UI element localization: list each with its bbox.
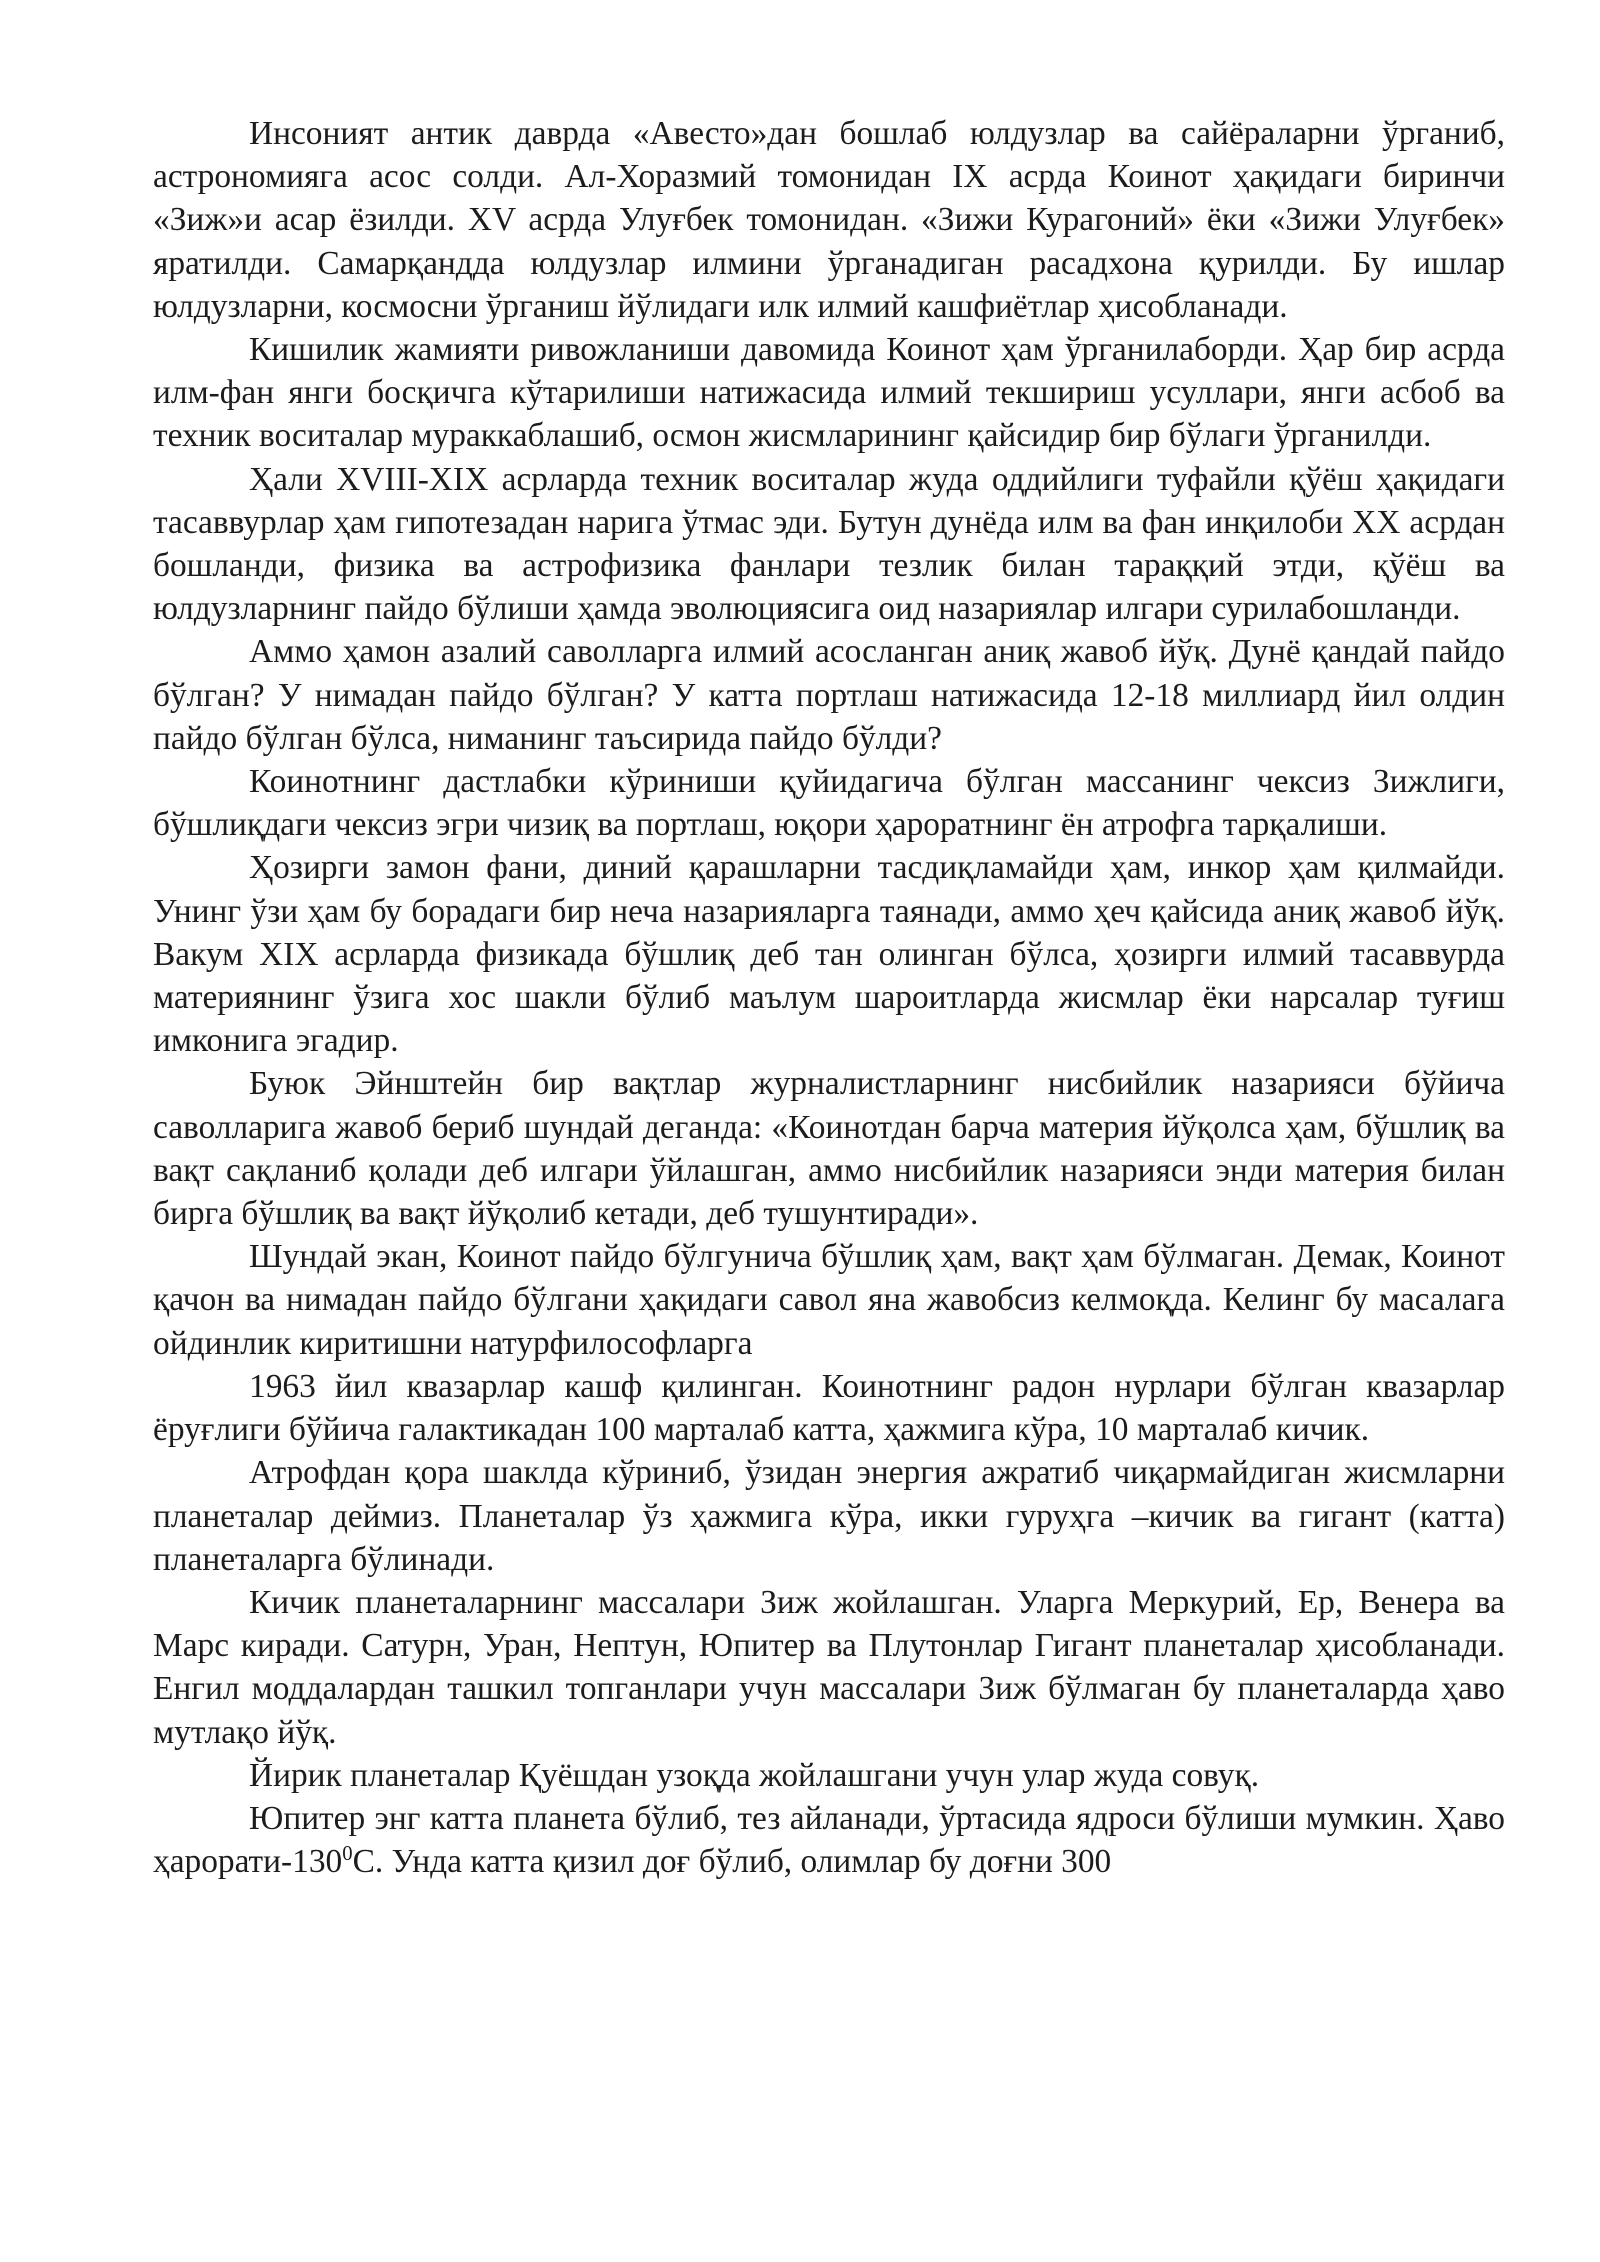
paragraph-1: Инсоният антик даврда «Авесто»дан бошлаб юлдузлар ва сайёраларни ўрганиб, астрономияга асос солди. Ал-Хоразмий томонидан IX асрда Коинот ҳақидаги биринчи «Зиж»и асар ёзилди. XV асрда Улуғбек томонидан. «Зижи Курагоний» ёки «Зижи Улуғбек» яратилди. Самарқандда юлдузлар илмини ўрганадиган расадхона қурилди. Бу ишлар юлдузларни, космосни ўрганиш йўлидаги илк илмий кашфиётлар ҳисобланади. xyxy=(153,115,1505,325)
paragraph-4: Аммо ҳамон азалий саволларга илмий асосланган аниқ жавоб йўқ. Дунё қандай пайдо бўлган? У нимадан пайдо бўлган? У катта портлаш натижасида 12-18 миллиард йил олдин пайдо бўлган бўлса, ниманинг таъсирида пайдо бўлди? xyxy=(153,633,1505,757)
paragraph-9: 1963 йил квазарлар кашф қилинган. Коинотнинг радон нурлари бўлган квазарлар ёруғлиги бўйича галактикадан 100 марталаб катта, ҳажмига кўра, 10 марталаб кичик. xyxy=(153,1367,1505,1449)
document-page xyxy=(153,112,1505,1883)
paragraph-10: Атрофдан қора шаклда кўриниб, ўзидан энергия ажратиб чиқармайдиган жисмларни планеталар деймиз. Планеталар ўз ҳажмига кўра, икки гуруҳга –кичик ва гигант (катта) планеталарга бўлинади. xyxy=(153,1454,1505,1578)
paragraph-3: Ҳали XVIII-XIX асрларда техник воситалар жуда оддийлиги туфайли қўёш ҳақидаги тасаввурлар ҳам гипотезадан нарига ўтмас эди. Бутун дунёда илм ва фан инқилоби XX асрдан бошланди, физика ва астрофизика фанлари тезлик билан тараққий этди, қўёш ва юлдузларнинг пайдо бўлиши ҳамда эволюциясига оид назариялар илгари сурилабошланди. xyxy=(153,460,1505,628)
paragraph-12: Йирик планеталар Қуёшдан узоқда жойлашгани учун улар жуда совуқ. xyxy=(249,1756,1260,1794)
paragraph-5: Коинотнинг дастлабки кўриниши қуйидагича бўлган массанинг чексиз Зижлиги, бўшлиқдаги чексиз эгри чизиқ ва портлаш, юқори ҳароратнинг ён атрофга тарқалиши. xyxy=(153,763,1505,844)
paragraph-8: Шундай экан, Коинот пайдо бўлгунича бўшлиқ ҳам, вақт ҳам бўлмаган. Демак, Коинот қачон ва нимадан пайдо бўлгани ҳақидаги савол яна жавобсиз келмоқда. Келинг бу масалага ойдинлик киритишни натурфилософларга xyxy=(153,1238,1505,1362)
paragraph-13 xyxy=(153,1797,1505,1883)
degree-superscript: 0 xyxy=(342,1843,353,1865)
paragraph-6: Ҳозирги замон фани, диний қарашларни тасдиқламайди ҳам, инкор ҳам қилмайди. Унинг ўзи ҳам бу борадаги бир неча назарияларга таянади, аммо ҳеч қайсида аниқ жавоб йўқ. Вакум XIX асрларда физикада бўшлиқ деб тан олинган бўлса, ҳозирги илмий тасаввурда материянинг ўзига хос шакли бўлиб маълум шароитларда жисмлар ёки нарсалар туғиш имконига эгадир. xyxy=(153,849,1505,1060)
paragraph-7: Буюк Эйнштейн бир вақтлар журналистларнинг нисбийлик назарияси бўйича саволларига жавоб бериб шундай деганда: «Коинотдан барча материя йўқолса ҳам, бўшлиқ ва вақт сақланиб қолади деб илгари ўйлашган, аммо нисбийлик назарияси энди материя билан бирга бўшлиқ ва вақт йўқолиб кетади, деб тушунтиради». xyxy=(153,1065,1505,1233)
paragraph-11: Кичик планеталарнинг массалари Зиж жойлашган. Уларга Меркурий, Ер, Венера ва Марс киради. Сатурн, Уран, Нептун, Юпитер ва Плутонлар Гигант планеталар ҳисобланади. Енгил моддалардан ташкил топганлари учун массалари Зиж бўлмаган бу планеталарда ҳаво мутлақо йўқ. xyxy=(153,1583,1505,1751)
paragraph-13-text-end: С. Унда катта қизил доғ бўлиб, олимлар бу доғни 300 xyxy=(352,1843,1112,1881)
paragraph-13-text-start: Юпитер энг катта планета бўлиб, тез айланади, ўртасида ядроси бўлиши мумкин. Ҳаво ҳарорати-130 xyxy=(153,1799,1505,1881)
paragraph-2: Кишилик жамияти ривожланиши давомида Коинот ҳам ўрганилаборди. Ҳар бир асрда илм-фан янги босқичга кўтарилиши натижасида илмий текшириш усуллари, янги асбоб ва техник воситалар мураккаблашиб, осмон жисмларининг қайсидир бир бўлаги ўрганилди. xyxy=(153,331,1505,455)
